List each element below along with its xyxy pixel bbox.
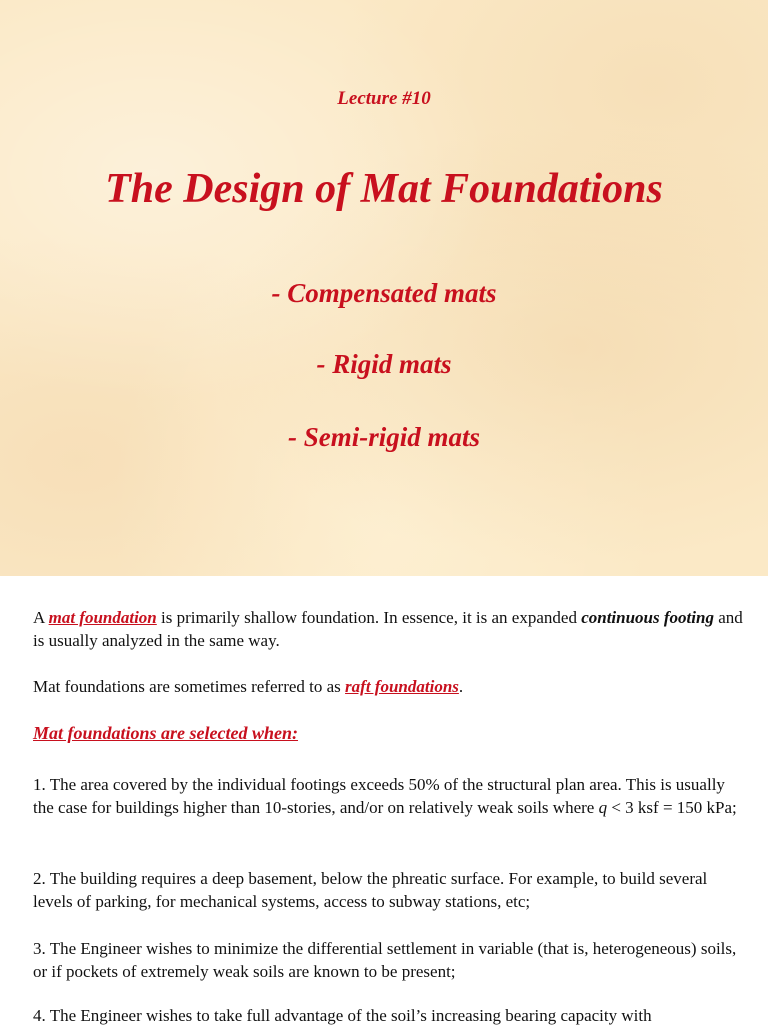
text-span: is primarily shallow foundation. In essence, it is an expanded bbox=[156, 608, 582, 627]
paragraph-mat-foundation-definition bbox=[33, 606, 748, 652]
text-span: < 3 ksf = 150 kPa; bbox=[607, 798, 737, 817]
text-span: Mat foundations are sometimes referred to as bbox=[33, 677, 346, 696]
list-item-1 bbox=[33, 773, 748, 819]
text-span: . bbox=[458, 677, 464, 696]
lecture-number: Lecture #10 bbox=[337, 88, 431, 109]
bullet-semi-rigid-mats: - Semi-rigid mats bbox=[287, 422, 480, 452]
section-heading-text: Mat foundations are selected when: bbox=[33, 723, 299, 743]
text-span: and is usually analyzed in the same way. bbox=[33, 608, 743, 650]
paragraph-raft-foundations bbox=[33, 675, 748, 698]
list-item-3: 3. The Engineer wishes to minimize the differential settlement in variable (that is, heterogeneous) soils, or if pockets of extremely weak soils are known to be present; bbox=[33, 939, 737, 981]
variable-q: q bbox=[598, 798, 608, 817]
list-item-4: 4. The Engineer wishes to take full advantage of the soil’s increasing bearing capacity with bbox=[33, 1006, 652, 1025]
bullet-rigid-mats: - Rigid mats bbox=[316, 349, 452, 379]
bullet-compensated-mats: - Compensated mats bbox=[271, 278, 497, 308]
term-continuous-footing: continuous footing bbox=[581, 608, 714, 627]
text-span: A bbox=[33, 608, 49, 627]
section-heading bbox=[33, 722, 748, 745]
page-title: The Design of Mat Foundations bbox=[105, 166, 663, 212]
text-span: 1. The area covered by the individual footings exceeds 50% of the structural plan area. This is usually the case for buildings higher than 10-stories, and/or on relatively weak soils where bbox=[33, 775, 725, 817]
term-raft-foundations: raft foundations bbox=[345, 677, 459, 696]
list-item-2: 2. The building requires a deep basement, below the phreatic surface. For example, to build several levels of parking, for mechanical systems, access to subway stations, etc; bbox=[33, 869, 708, 911]
term-mat-foundation: mat foundation bbox=[48, 608, 157, 627]
